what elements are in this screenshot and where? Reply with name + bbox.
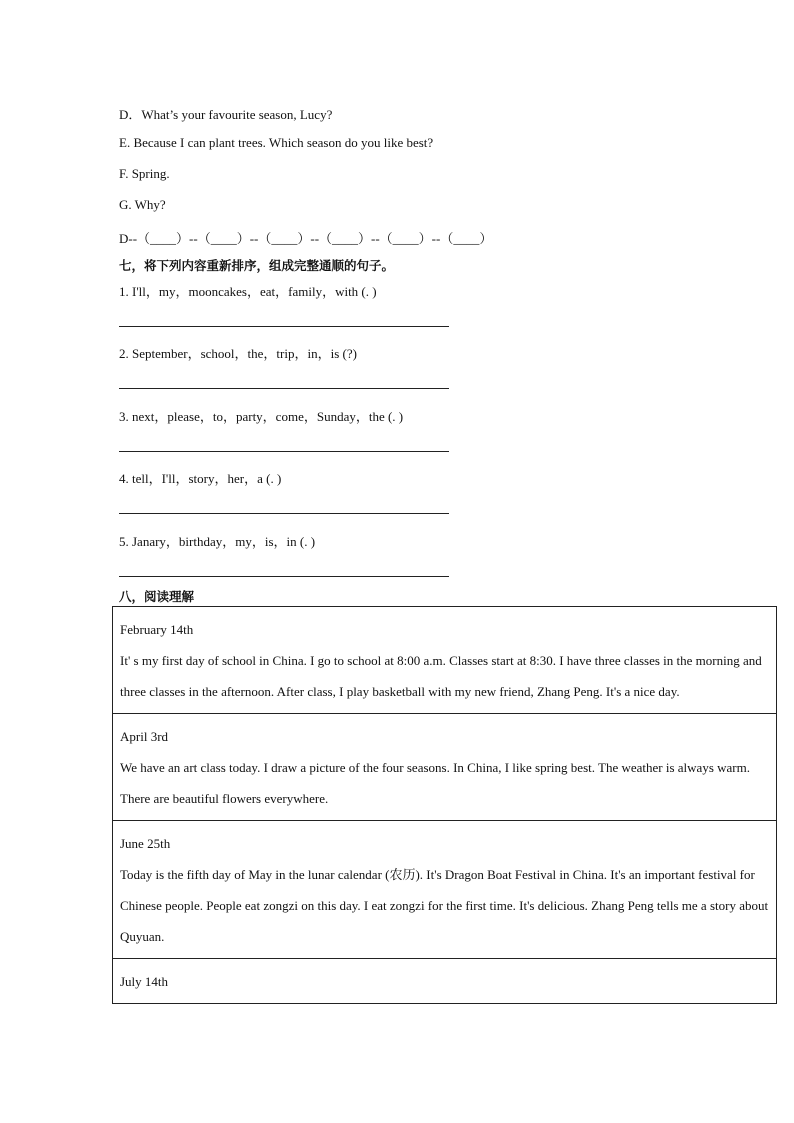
- reorder-question-1: 1. I'll，my，mooncakes，eat，family，with (. ): [119, 284, 377, 299]
- dialogue-order-blanks[interactable]: D--（____）--（____）--（____）--（____）--（____）--（____）: [119, 231, 493, 246]
- diary-entry: [113, 714, 777, 821]
- dialogue-option-g: G. Why?: [119, 197, 166, 212]
- dialogue-option-f: F. Spring.: [119, 166, 170, 181]
- section-7-heading: 七，将下列内容重新排序，组成完整通顺的句子。: [119, 258, 395, 273]
- section-8-heading: 八，阅读理解: [119, 589, 195, 604]
- diary-entry-cell: [113, 607, 777, 714]
- reading-diary-table: [112, 606, 777, 1004]
- reorder-question-2: 2. September，school，the，trip，in，is (?): [119, 346, 357, 361]
- reorder-question-3: 3. next，please，to，party，come，Sunday，the (. ): [119, 409, 404, 424]
- diary-date: July 14th: [120, 974, 169, 989]
- reorder-question-5: 5. Janary，birthday，my，is，in (. ): [119, 534, 316, 549]
- diary-text: It' s my first day of school in China. I go to school at 8:00 a.m. Classes start at 8:30. I have three classes in the morning and three classes in the afternoon. After class, I play basketball with my new friend, Zhang Peng. It's a nice day.: [120, 653, 762, 699]
- diary-entry-cell: [113, 714, 777, 821]
- dialogue-option-e: E. Because I can plant trees. Which season do you like best?: [119, 135, 434, 150]
- diary-text: We have an art class today. I draw a picture of the four seasons. In China, I like spring best. The weather is always warm. There are beautiful flowers everywhere.: [120, 760, 750, 806]
- diary-date: June 25th: [120, 836, 171, 851]
- reorder-question-4: 4. tell，I'll，story，her，a (. ): [119, 471, 282, 486]
- answer-line-2[interactable]: [119, 388, 449, 389]
- diary-date: April 3rd: [120, 729, 169, 744]
- diary-text: Today is the fifth day of May in the lunar calendar (农历). It's Dragon Boat Festival in China. It's an important festival for Chinese people. People eat zongzi on this day. I eat zongzi for the first time. It's delicious. Zhang Peng tells me a story about Quyuan.: [120, 867, 769, 944]
- dialogue-option-d: D．What’s your favourite season, Lucy?: [119, 107, 333, 122]
- diary-entry: [113, 959, 777, 1004]
- answer-line-4[interactable]: [119, 513, 449, 514]
- diary-entry-cell: [113, 959, 777, 1004]
- diary-entry: [113, 821, 777, 959]
- diary-entry: [113, 607, 777, 714]
- diary-date: February 14th: [120, 622, 194, 637]
- diary-entry-cell: [113, 821, 777, 959]
- answer-line-3[interactable]: [119, 451, 449, 452]
- answer-line-5[interactable]: [119, 576, 449, 577]
- answer-line-1[interactable]: [119, 326, 449, 327]
